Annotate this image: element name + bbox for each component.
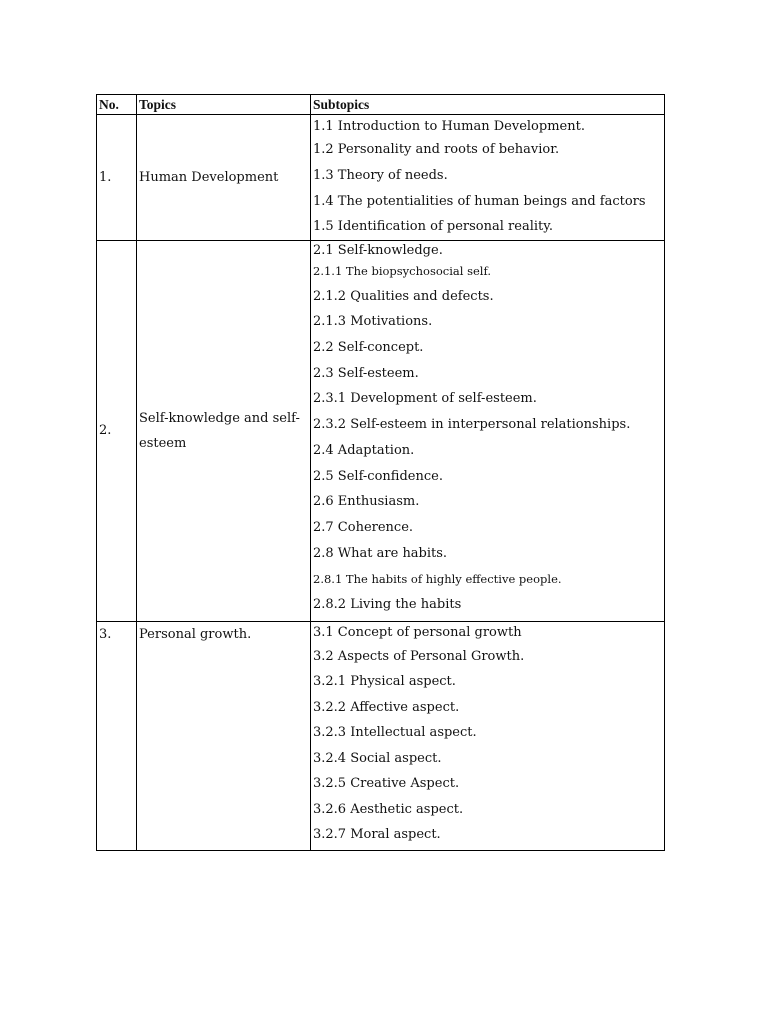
header-no: No.: [97, 95, 137, 115]
subtopic-item: 2.8 What are habits.: [313, 545, 448, 561]
row-number: 2.: [97, 241, 137, 622]
topic-cell: Human Development: [137, 115, 311, 241]
subtopic-item: 1.2 Personality and roots of behavior.: [313, 142, 560, 157]
header-subtopics: Subtopics: [311, 95, 665, 115]
subtopic-item: 2.7 Coherence.: [313, 519, 414, 535]
subtopic-item: 2.4 Adaptation.: [313, 442, 415, 458]
subtopic-item: 3.2.7 Moral aspect.: [313, 827, 441, 843]
row-number: 1.: [97, 115, 137, 241]
subtopic-item: 2.3 Self-esteem.: [313, 365, 419, 381]
subtopic-list: [313, 622, 662, 850]
subtopic-item: 2.5 Self-confidence.: [313, 468, 443, 484]
subtopic-item: 1.4 The potentialities of human beings and factors: [313, 194, 646, 209]
subtopic-item: 3.2.3 Intellectual aspect.: [313, 725, 477, 741]
subtopic-item: 3.2.4 Social aspect.: [313, 750, 442, 766]
table-body: [97, 115, 665, 851]
subtopics-cell: [311, 621, 665, 850]
subtopic-item: 1.3 Theory of needs.: [313, 167, 448, 183]
subtopic-item: 2.8.2 Living the habits: [313, 596, 462, 612]
subtopic-item: 3.2.2 Affective aspect.: [313, 699, 460, 715]
table-row: [97, 115, 665, 241]
subtopic-item: 3.1 Concept of personal growth: [313, 624, 522, 640]
subtopic-item: 2.2 Self-concept.: [313, 340, 424, 356]
header-topics: Topics: [137, 95, 311, 115]
subtopics-cell: [311, 241, 665, 622]
table-row: [97, 241, 665, 622]
subtopic-item: 3.2.6 Aesthetic aspect.: [313, 801, 464, 817]
topics-table: [96, 94, 665, 851]
subtopic-item: 2.6 Enthusiasm.: [313, 494, 420, 510]
subtopic-item: 1.5 Identification of personal reality.: [313, 218, 553, 234]
subtopic-item: 1.1 Introduction to Human Development.: [313, 119, 585, 134]
subtopic-item: 2.8.1 The habits of highly effective people.: [313, 572, 562, 587]
subtopics-cell: [311, 115, 665, 241]
subtopic-item: 3.2.5 Creative Aspect.: [313, 776, 460, 792]
subtopic-item: 2.1 Self-knowledge.: [313, 243, 443, 258]
header-row: [97, 95, 665, 115]
topic-cell: Self-knowledge and self-esteem: [137, 241, 311, 622]
subtopic-item: 2.3.1 Development of self-esteem.: [313, 391, 537, 407]
subtopic-item: 2.1.3 Motivations.: [313, 314, 433, 330]
subtopic-item: 2.1.1 The biopsychosocial self.: [313, 264, 491, 278]
table-row: [97, 621, 665, 850]
table-header: [97, 95, 665, 115]
subtopic-item: 3.2 Aspects of Personal Growth.: [313, 648, 525, 664]
subtopic-item: 2.1.2 Qualities and defects.: [313, 288, 494, 304]
subtopic-list: [313, 115, 662, 240]
subtopic-list: [313, 241, 662, 621]
subtopic-item: 3.2.1 Physical aspect.: [313, 674, 456, 690]
row-number: 3.: [97, 621, 137, 850]
topic-cell: Personal growth.: [137, 621, 311, 850]
subtopic-item: 2.3.2 Self-esteem in interpersonal relationships.: [313, 417, 631, 433]
